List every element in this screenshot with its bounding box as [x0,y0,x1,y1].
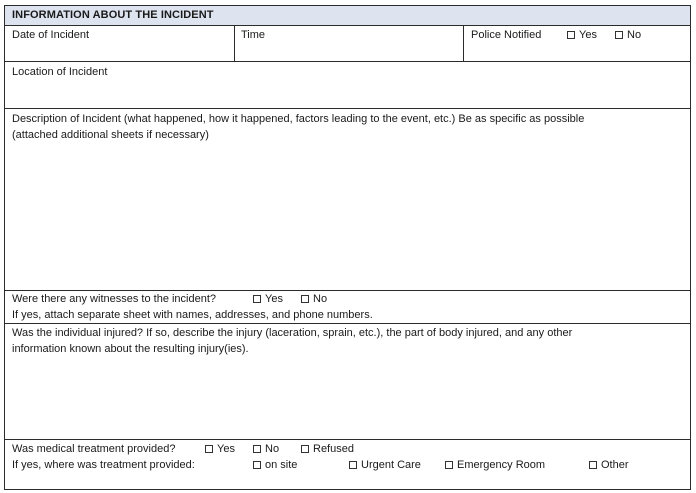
description-line-1: Description of Incident (what happened, how it happened, factors leading to the event, etc.) Be as specific as possible [12,113,585,125]
date-of-incident-label: Date of Incident [12,29,90,41]
on-site-label: on site [265,459,298,471]
injury-field[interactable] [5,324,690,440]
police-no-option[interactable] [615,28,641,42]
checkbox-icon [301,295,309,303]
medical-yes-option[interactable] [205,442,235,456]
police-no-label: No [627,29,642,41]
police-notified-cell [463,26,690,61]
description-field[interactable] [5,109,690,291]
checkbox-icon [205,445,213,453]
date-time-row [5,26,690,62]
medical-yes-label: Yes [217,443,235,455]
description-line-2: (attached additional sheets if necessary) [12,129,209,141]
checkbox-icon [301,445,309,453]
checkbox-icon [349,461,357,469]
witnesses-no-option[interactable] [301,292,327,306]
section-title: INFORMATION ABOUT THE INCIDENT [12,9,214,21]
checkbox-icon [615,31,623,39]
witnesses-question: Were there any witnesses to the incident? [12,293,217,305]
police-yes-label: Yes [579,29,597,41]
witnesses-no-label: No [313,293,328,305]
location-label: Location of Incident [12,66,108,78]
injury-line-2: information known about the resulting injury(ies). [12,343,249,355]
medical-refused-option[interactable] [301,442,354,456]
date-of-incident-field[interactable] [5,26,234,61]
checkbox-icon [445,461,453,469]
emergency-room-option[interactable] [445,458,545,472]
witnesses-yes-option[interactable] [253,292,283,306]
police-yes-option[interactable] [567,28,597,42]
emergency-room-label: Emergency Room [457,459,546,471]
medical-question: Was medical treatment provided? [12,443,176,455]
witnesses-yes-label: Yes [265,293,283,305]
medical-treatment-row [5,440,690,489]
police-notified-label: Police Notified [471,29,542,41]
time-label: Time [241,29,266,41]
other-label: Other [601,459,629,471]
medical-no-label: No [265,443,280,455]
location-field[interactable] [5,62,690,109]
medical-no-option[interactable] [253,442,279,456]
checkbox-icon [253,445,261,453]
urgent-care-option[interactable] [349,458,421,472]
time-field[interactable] [234,26,463,61]
injury-line-1: Was the individual injured? If so, describe the injury (laceration, sprain, etc.), the part of body injured, and any other [12,327,573,339]
checkbox-icon [253,295,261,303]
urgent-care-label: Urgent Care [361,459,421,471]
medical-refused-label: Refused [313,443,354,455]
treatment-where-label: If yes, where was treatment provided: [12,459,195,471]
witnesses-row [5,291,690,324]
checkbox-icon [567,31,575,39]
section-header [5,6,690,26]
other-option[interactable] [589,458,629,472]
on-site-option[interactable] [253,458,297,472]
checkbox-icon [253,461,261,469]
incident-info-form [4,5,691,490]
checkbox-icon [589,461,597,469]
witnesses-note: If yes, attach separate sheet with names, addresses, and phone numbers. [12,309,373,321]
